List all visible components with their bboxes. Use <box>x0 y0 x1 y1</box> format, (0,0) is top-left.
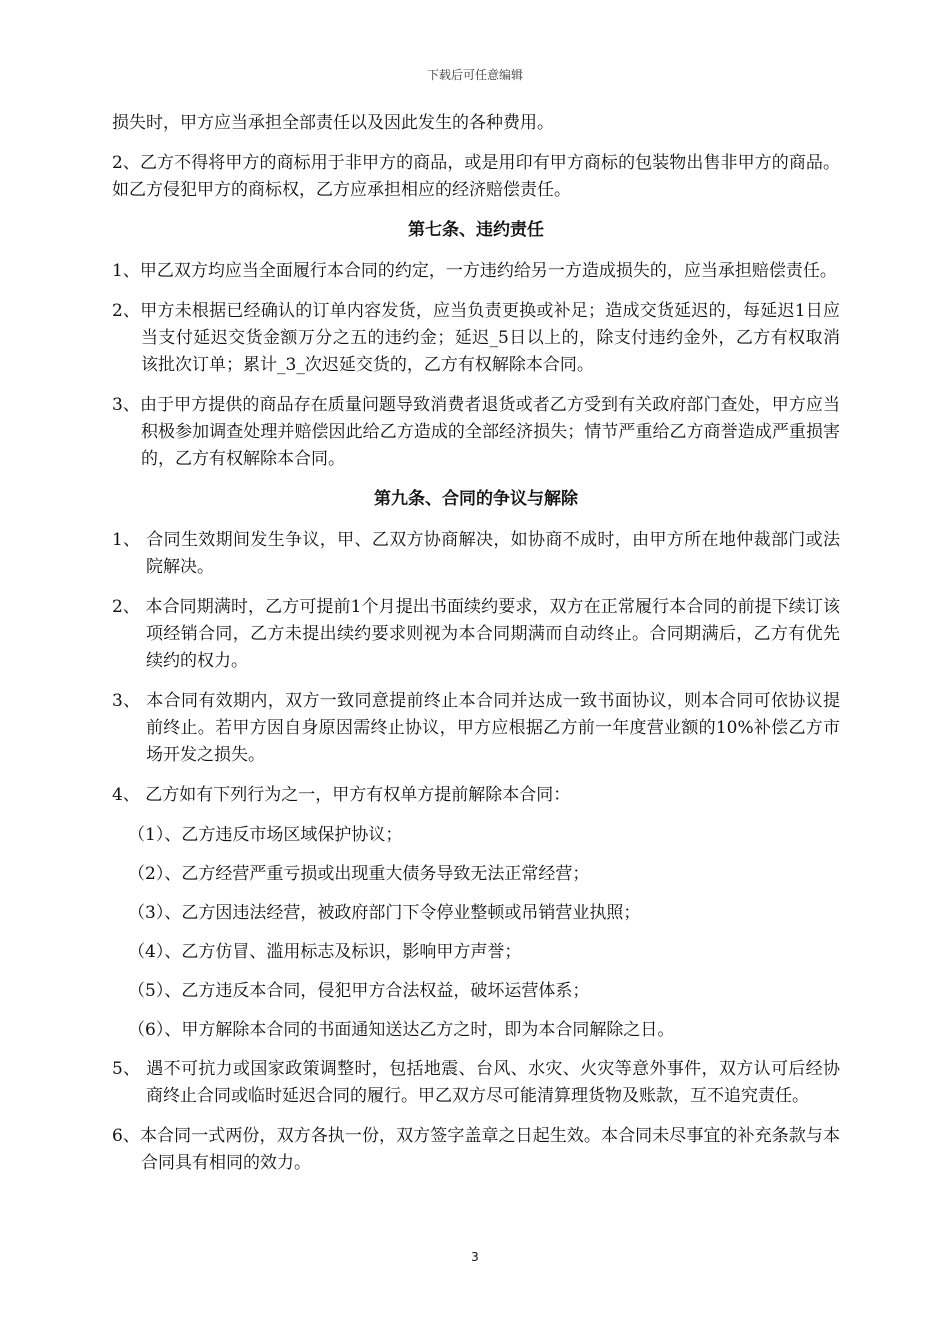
paragraph: 2、乙方不得将甲方的商标用于非甲方的商品，或是用印有甲方商标的包装物出售非甲方的商品。如乙方侵犯甲方的商标权，乙方应承担相应的经济赔偿责任。 <box>112 153 840 200</box>
clause-item: 1、 合同生效期间发生争议，甲、乙双方协商解决，如协商不成时，由甲方所在地仲裁部门或法院解决。 <box>112 530 840 577</box>
clause-item: 4、 乙方如有下列行为之一，甲方有权单方提前解除本合同： <box>112 785 571 805</box>
sub-clause-item: （6）、甲方解除本合同的书面通知送达乙方之时，即为本合同解除之日。 <box>128 1020 675 1040</box>
sub-clause-item: （1）、乙方违反市场区域保护协议； <box>128 825 403 845</box>
section-heading: 第七条、违约责任 <box>408 220 544 240</box>
sub-clause-item: （3）、乙方因违法经营，被政府部门下令停业整顿或吊销营业执照； <box>128 903 641 923</box>
section-heading: 第九条、合同的争议与解除 <box>374 489 578 509</box>
document-body <box>112 110 840 1190</box>
page-header: 下载后可任意编辑 <box>426 68 523 82</box>
sub-clause-item: （2）、乙方经营严重亏损或出现重大债务导致无法正常经营； <box>128 864 590 884</box>
clause-item: 2、 本合同期满时，乙方可提前1个月提出书面续约要求，双方在正常履行本合同的前提下续订该项经销合同，乙方未提出续约要求则视为本合同期满而自动终止。合同期满后，乙方有优先续约的权力。 <box>112 597 840 671</box>
clause-item: 1、甲乙双方均应当全面履行本合同的约定，一方违约给另一方造成损失的，应当承担赔偿责任。 <box>112 261 837 281</box>
clause-item: 3、 本合同有效期内，双方一致同意提前终止本合同并达成一致书面协议，则本合同可依协议提前终止。若甲方因自身原因需终止协议，甲方应根据乙方前一年度营业额的10%补偿乙方市场开发之损失。 <box>112 691 840 765</box>
page-number: 3 <box>471 1250 479 1264</box>
clause-item: 3、由于甲方提供的商品存在质量问题导致消费者退货或者乙方受到有关政府部门查处，甲方应当积极参加调查处理并赔偿因此给乙方造成的全部经济损失；情节严重给乙方商誉造成严重损害的，乙方有权解除本合同。 <box>112 395 840 469</box>
paragraph: 损失时，甲方应当承担全部责任以及因此发生的各种费用。 <box>112 113 554 133</box>
sub-clause-item: （5）、乙方违反本合同，侵犯甲方合法权益，破坏运营体系； <box>128 981 590 1001</box>
clause-item: 5、 遇不可抗力或国家政策调整时，包括地震、台风、水灾、火灾等意外事件，双方认可后经协商终止合同或临时延迟合同的履行。甲乙双方尽可能清算理货物及账款，互不追究责任。 <box>112 1059 840 1106</box>
sub-clause-item: （4）、乙方仿冒、滥用标志及标识，影响甲方声誉； <box>128 942 522 962</box>
clause-item: 6、本合同一式两份，双方各执一份，双方签字盖章之日起生效。本合同未尽事宜的补充条款与本合同具有相同的效力。 <box>112 1126 840 1173</box>
clause-item: 2、甲方未根据已经确认的订单内容发货，应当负责更换或补足；造成交货延迟的，每延迟1日应当支付延迟交货金额万分之五的违约金；延迟_5日以上的，除支付违约金外，乙方有权取消该批次订单；累计_3_次迟延交货的，乙方有权解除本合同。 <box>112 301 840 375</box>
